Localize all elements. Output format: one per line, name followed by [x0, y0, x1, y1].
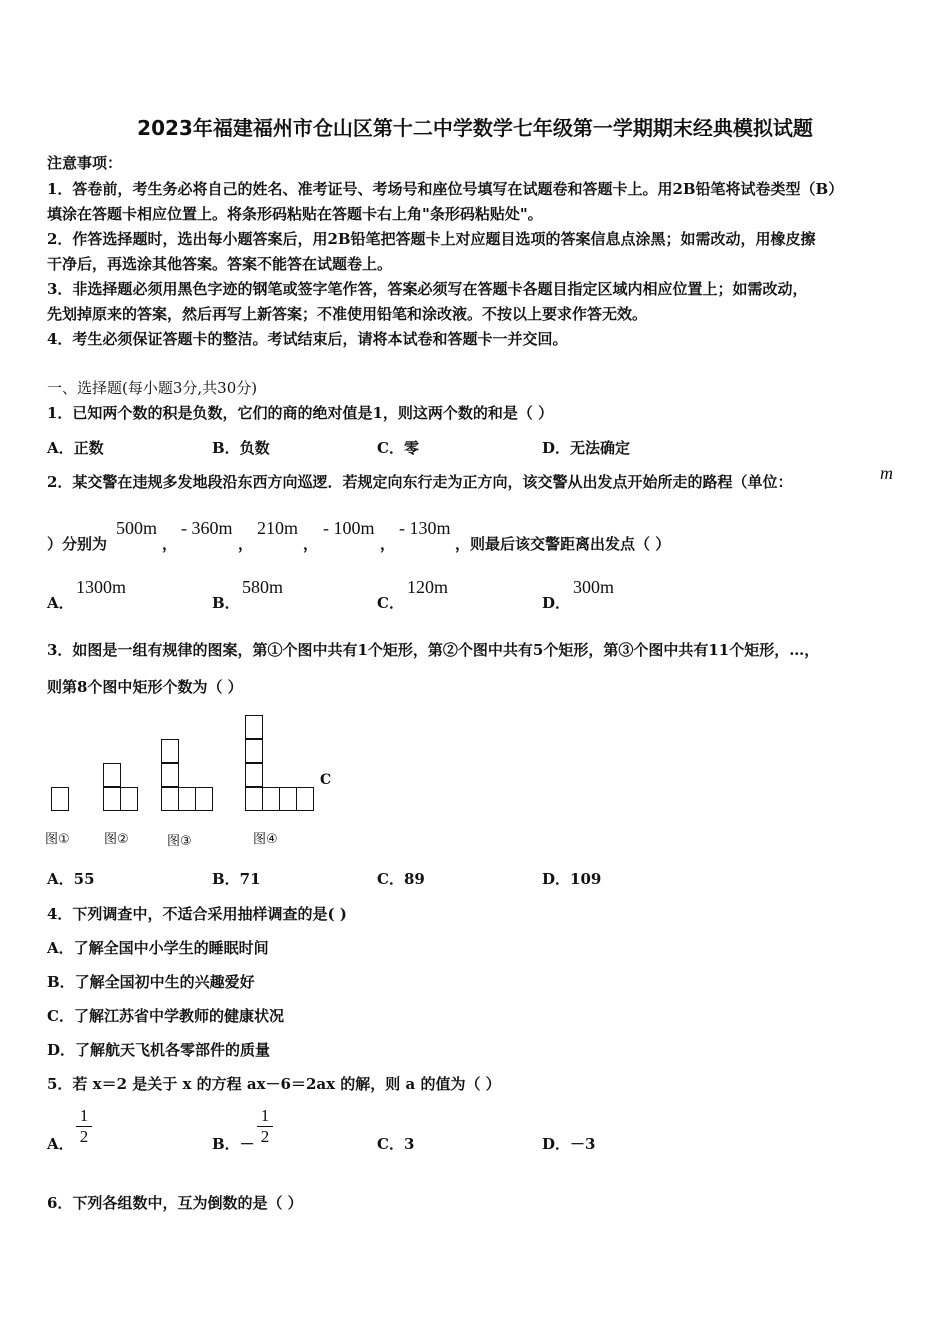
q2-stem-suffix: ，则最后该交警距离出发点（ ）	[455, 535, 671, 553]
figure-rectangle	[195, 787, 213, 811]
q2-option-c-value: 120m	[407, 577, 449, 597]
q2-option-c: C．	[377, 594, 404, 612]
page-title: 2023年福建福州市仓山区第十二中学数学七年级第一学期期末经典模拟试题	[137, 116, 813, 140]
figure-rectangle	[245, 787, 263, 811]
q5-option-d: D．－3	[542, 1135, 596, 1153]
figure-label: 图②	[104, 832, 129, 847]
q3-option-d: D．109	[542, 870, 602, 888]
question-6-stem: 6．下列各组数中，互为倒数的是（ ）	[47, 1194, 303, 1212]
q2-value-5: - 130m	[399, 518, 451, 538]
question-3-stem: 3．如图是一组有规律的图案，第①个图中共有1个矩形，第②个图中共有5个矩形，第③个图中共有11个矩形，…，	[47, 641, 820, 659]
notice-line: 先划掉原来的答案，然后再写上新答案；不准使用铅笔和涂改液。不按以上要求作答无效。	[47, 305, 648, 323]
notice-line: 3．非选择题必须用黑色字迹的钢笔或签字笔作答，答案必须写在答题卡各题目指定区域内相应位置上；如需改动，	[47, 280, 808, 298]
question-2-stem: 2．某交警在违规多发地段沿东西方向巡逻．若规定向东行走为正方向，该交警从出发点开始所走的路程（单位：	[47, 473, 793, 491]
notice-line: 4．考生必须保证答题卡的整洁。考试结束后，请将本试卷和答题卡一并交回。	[47, 330, 568, 348]
q2-stem-prefix: ）分别为	[47, 535, 108, 553]
q3-option-c: C．89	[377, 870, 425, 888]
notice-line: 1．答卷前，考生务必将自己的姓名、准考证号、考场号和座位号填写在试题卷和答题卡上。用2B铅笔将试卷类型（B）	[47, 180, 844, 198]
q2-option-d: D．	[542, 594, 571, 612]
figure-rectangle	[161, 739, 179, 763]
q2-value-1: 500m	[116, 518, 158, 538]
figure-rectangle	[161, 763, 179, 787]
figure-rectangle	[245, 763, 263, 787]
q2-value-3: 210m	[257, 518, 299, 538]
q5-option-a-fraction: 1 2	[76, 1106, 92, 1147]
q2-option-d-value: 300m	[573, 577, 615, 597]
figure-letter: C	[320, 772, 332, 788]
figure-rectangle	[103, 787, 121, 811]
q2-option-b-value: 580m	[242, 577, 284, 597]
figure-rectangle	[178, 787, 196, 811]
q4-option-b: B．了解全国初中生的兴趣爱好	[47, 973, 255, 991]
figure-label: 图③	[167, 834, 192, 849]
figure-rectangle	[279, 787, 297, 811]
notice-line: 2．作答选择题时，选出每小题答案后，用2B铅笔把答题卡上对应题目选项的答案信息点涂黑；如需改动，用橡皮擦	[47, 230, 816, 248]
q3-option-a: A．55	[47, 870, 95, 888]
q5-option-c: C．3	[377, 1135, 415, 1153]
question-3-stem-cont: 则第8个图中矩形个数为（ ）	[47, 678, 243, 696]
figure-rectangle	[120, 787, 138, 811]
q2-unit: m	[880, 463, 893, 483]
q2-option-b: B．	[212, 594, 240, 612]
figure-rectangle	[51, 787, 69, 811]
figure-rectangle	[262, 787, 280, 811]
question-4-stem: 4．下列调查中，不适合采用抽样调查的是( )	[47, 905, 347, 923]
q2-value-2: - 360m	[181, 518, 233, 538]
q3-option-b: B．71	[212, 870, 261, 888]
notice-line: 填涂在答题卡相应位置上。将条形码粘贴在答题卡右上角"条形码粘贴处"。	[47, 205, 543, 223]
q4-option-c: C．了解江苏省中学教师的健康状况	[47, 1007, 284, 1025]
figure-rectangle	[161, 787, 179, 811]
q2-option-a: A．	[47, 594, 74, 612]
q2-comma: ，	[303, 535, 319, 553]
q1-option-c: C．零	[377, 439, 419, 457]
q2-option-a-value: 1300m	[76, 577, 127, 597]
q2-comma: ，	[380, 535, 396, 553]
q4-option-a: A．了解全国中小学生的睡眠时间	[47, 939, 269, 957]
q1-option-a: A．正数	[47, 439, 104, 457]
q5-option-a: A．	[47, 1135, 74, 1153]
q1-option-b: B．负数	[212, 439, 270, 457]
notice-heading: 注意事项：	[47, 154, 123, 172]
q4-option-d: D．了解航天飞机各零部件的质量	[47, 1041, 271, 1059]
notice-line: 干净后，再选涂其他答案。答案不能答在试题卷上。	[47, 255, 393, 273]
figure-rectangle	[103, 763, 121, 787]
q2-comma: ，	[162, 535, 178, 553]
figure-rectangle	[245, 739, 263, 763]
figure-rectangle	[296, 787, 314, 811]
figure-rectangle	[245, 715, 263, 739]
q5-option-b-fraction: 1 2	[257, 1106, 273, 1147]
q1-option-d: D．无法确定	[542, 439, 631, 457]
section-heading: 一、选择题(每小题3分,共30分)	[47, 379, 258, 397]
question-5-stem: 5．若 x＝2 是关于 x 的方程 ax－6＝2ax 的解，则 a 的值为（ ）	[47, 1075, 501, 1093]
q5-option-b: B．－	[212, 1135, 255, 1153]
figure-label: 图④	[253, 832, 278, 847]
question-1-stem: 1．已知两个数的积是负数，它们的商的绝对值是1，则这两个数的和是（ ）	[47, 404, 554, 422]
q2-value-4: - 100m	[323, 518, 375, 538]
figure-label: 图①	[45, 832, 70, 847]
q2-comma: ，	[238, 535, 254, 553]
